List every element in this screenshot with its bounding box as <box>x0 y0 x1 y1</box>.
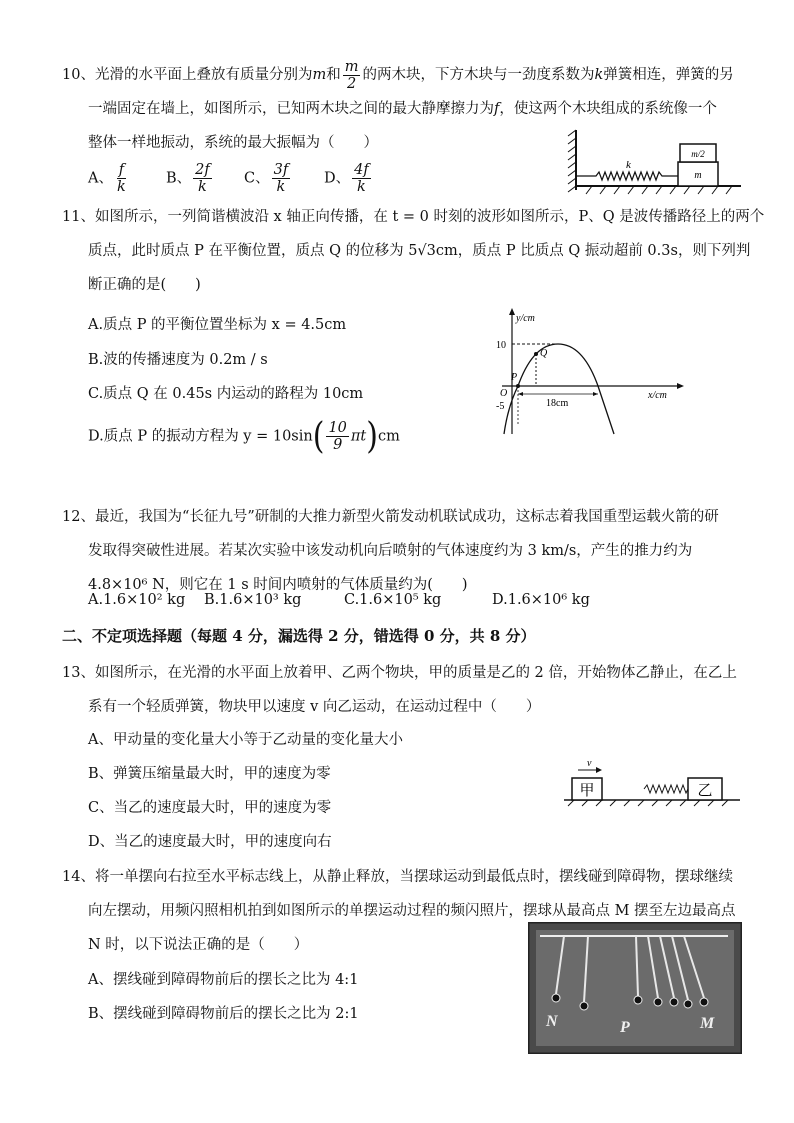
q12-option-a[interactable]: A.1.6×10² kg <box>88 592 186 608</box>
y-tick-neg5: -5 <box>496 401 505 412</box>
fraction-denominator: k <box>198 179 207 195</box>
q14-option-a[interactable]: A、摆线碰到障碍物前后的摆长之比为 4:1 <box>88 972 359 988</box>
q11-option-b[interactable]: B.波的传播速度为 0.2m / s <box>88 352 268 368</box>
section-heading: 二、不定项选择题（每题 4 分，漏选得 2 分，错选得 0 分，共 8 分） <box>62 627 536 645</box>
q12-option-d[interactable]: D.1.6×10⁶ kg <box>492 592 590 608</box>
q13-option-c[interactable]: C、当乙的速度最大时，甲的速度为零 <box>88 800 332 816</box>
q13-option-a[interactable]: A、甲动量的变化量大小等于乙动量的变化量大小 <box>88 732 403 748</box>
q13-line1: 13、如图所示，在光滑的水平面上放着甲、乙两个物块，甲的质量是乙的 2 倍，开始物体乙静止，在乙上 <box>62 665 737 681</box>
option-label: A、 <box>88 170 113 187</box>
q10-text: 和 <box>326 67 341 83</box>
q10-text: 的两木块，下方木块与一劲度系数为 <box>362 67 595 83</box>
y-tick-10: 10 <box>496 340 506 351</box>
x-axis-arrow <box>677 383 684 389</box>
q13-option-d[interactable]: D、当乙的速度最大时，甲的速度向右 <box>88 834 332 850</box>
y-axis-arrow <box>509 308 515 315</box>
fraction-numerator: 10 <box>328 420 347 436</box>
option-label: B、 <box>166 170 192 187</box>
q11-option-a[interactable]: A.质点 P 的平衡位置坐标为 x = 4.5cm <box>88 317 347 333</box>
spring-constant-symbol: k <box>594 67 604 83</box>
q10-line2 <box>62 92 752 126</box>
q11-line1: 11、如图所示，一列简谐横波沿 x 轴正向传播，在 t = 0 时刻的波形如图所示，P、Q 是波传播路径上的两个 <box>62 209 765 225</box>
block-jia-label: 甲 <box>579 781 595 799</box>
q10-option-d[interactable] <box>324 162 373 195</box>
q12-line2: 发取得突破性进展。若某次实验中该发动机向后喷射的气体速度约为 3 km/s，产生的推力约为 <box>88 543 693 559</box>
velocity-label: v <box>587 758 592 769</box>
distance-label: 18cm <box>546 398 569 409</box>
q11-option-c[interactable]: C.质点 Q 在 0.45s 内运动的路程为 10cm <box>88 386 364 402</box>
q11-option-d[interactable]: D.质点 P 的振动方程为 y = 10sin( $\frac{10}{9}$ πt)cm <box>88 414 400 457</box>
q10-text: 10、光滑的水平面上叠放有质量分别为 <box>62 67 313 83</box>
point-q <box>534 352 538 356</box>
half-mass-fraction <box>343 59 361 92</box>
q14-line2: 向左摆动，用频闪照相机拍到如图所示的单摆运动过程的频闪照片，摆球从最高点 M 摆至左边最高点 <box>88 903 736 919</box>
wave-curve <box>504 344 614 434</box>
q10-option-b[interactable] <box>166 162 214 195</box>
fraction-numerator: m <box>344 58 359 75</box>
option-label: D、 <box>324 170 351 187</box>
q12-option-b[interactable]: B.1.6×10³ kg <box>204 592 302 608</box>
option-unit: cm <box>377 428 400 445</box>
origin-label: O <box>500 388 508 399</box>
spring-label: k <box>626 159 631 171</box>
x-axis-label: x/cm <box>648 390 667 401</box>
q10-text: 一端固定在墙上，如图所示，已知两木块之间的最大静摩擦力为 <box>88 101 494 117</box>
pi-t: πt <box>350 428 367 445</box>
y-axis-label: y/cm <box>516 313 535 324</box>
q10-text: 弹簧相连，弹簧的另 <box>603 67 734 83</box>
fraction-denominator: 9 <box>333 437 343 453</box>
q13-line2: 系有一个轻质弹簧，物块甲以速度 v 向乙运动，在运动过程中（ ） <box>88 699 541 715</box>
q10-line3: 整体一样地振动，系统的最大振幅为（ ） <box>88 135 378 151</box>
fraction-denominator: k <box>276 179 286 195</box>
spring-block-figure <box>566 128 746 198</box>
q12-line3: 4.8×10⁶ N，则它在 1 s 时间内喷射的气体质量约为( ) <box>88 577 468 593</box>
q10-text: ，使这两个木块组成的系统像一个 <box>499 101 717 117</box>
fraction-numerator: f <box>118 162 125 178</box>
q14-line3: N 时，以下说法正确的是（ ） <box>88 937 309 953</box>
ground-hatching <box>568 800 728 806</box>
q10-option-c[interactable] <box>244 162 292 195</box>
velocity-arrowhead <box>596 767 602 773</box>
q14-option-b[interactable]: B、摆线碰到障碍物前后的摆长之比为 2:1 <box>88 1006 359 1022</box>
label-q: Q <box>540 348 548 359</box>
blocks-spring-figure <box>560 756 745 808</box>
question-13 <box>62 656 752 724</box>
question-11 <box>62 200 765 302</box>
block-yi-label: 乙 <box>697 781 713 799</box>
pendulum-strobe-photo <box>528 922 742 1054</box>
label-p: P <box>511 372 518 383</box>
option-text: D.质点 P 的振动方程为 y = 10sin <box>88 428 313 445</box>
label-m: M <box>700 1015 715 1032</box>
q14-line1: 14、将一单摆向右拉至水平标志线上，从静止释放，当摆球运动到最低点时，摆线碰到障碍物，摆球继续 <box>62 869 733 885</box>
q10-option-a[interactable] <box>88 162 130 195</box>
fraction-denominator: 2 <box>346 75 357 92</box>
spring-coil <box>576 172 678 180</box>
label-p: P <box>620 1019 630 1036</box>
distance-arrow-left <box>518 392 523 396</box>
spring-coil <box>644 785 688 793</box>
q10-line1 <box>62 58 752 92</box>
q11-line2: 质点，此时质点 P 在平衡位置，质点 Q 的位移为 5√3cm，质点 P 比质点 Q 振动超前 0.3s，则下列判 <box>88 243 751 259</box>
wall-hatching <box>568 130 576 192</box>
top-block-label: m/2 <box>691 149 705 159</box>
wave-graph <box>488 306 688 438</box>
fraction-denominator: k <box>116 179 126 195</box>
label-n: N <box>546 1013 558 1030</box>
fraction-numerator: 3f <box>273 162 289 178</box>
floor-hatching <box>586 186 732 194</box>
mass-symbol: m <box>312 67 327 83</box>
bottom-block-label: m <box>694 170 702 181</box>
fraction-denominator: k <box>357 179 366 195</box>
fraction-numerator: 2f <box>195 162 210 178</box>
friction-symbol: f <box>494 101 500 117</box>
q12-line1: 12、最近，我国为“长征九号”研制的大推力新型火箭发动机联试成功，这标志着我国重型运载火箭的研 <box>62 509 719 525</box>
question-12 <box>62 500 752 602</box>
q12-option-c[interactable]: C.1.6×10⁵ kg <box>344 592 442 608</box>
point-p <box>516 384 520 388</box>
option-label: C、 <box>244 170 270 187</box>
q11-line3: 断正确的是( ) <box>88 277 201 293</box>
q13-option-b[interactable]: B、弹簧压缩量最大时，甲的速度为零 <box>88 766 331 782</box>
fraction-numerator: 4f <box>354 162 369 178</box>
distance-arrow-right <box>593 392 598 396</box>
